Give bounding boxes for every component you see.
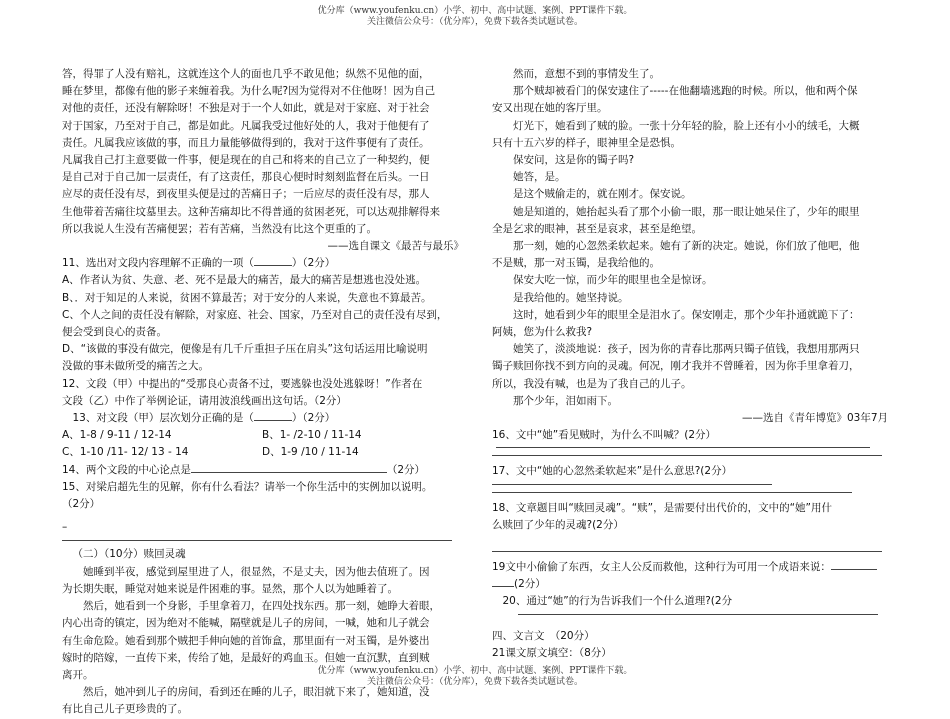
q11-stem: 11、选出对文段内容理解不正确的一项（ xyxy=(62,257,254,270)
q17-stem: 17、文中“她的心忽然柔软起来”是什么意思?(2分） xyxy=(492,465,733,478)
text-line: 她睡到半夜，感觉到屋里进了人，很显然，不是丈夫，因为他去值班了。因 xyxy=(83,565,430,578)
text-line: 是自己对于自己加一层责任，有了这责任，那良心便时时刻刻监督在后头。一日 xyxy=(62,171,430,184)
watermark-bottom xyxy=(0,666,950,688)
question-15 xyxy=(62,479,464,513)
q13-option-c[interactable]: C、1-10 /11- 12/ 13 - 14 xyxy=(62,446,189,459)
text-line: 那个贼却被看门的保安逮住了-----在他翻墙逃跑的时候。所以，他和两个保 xyxy=(513,85,858,98)
watermark-line: 优分库（www.youfenku.cn）小学、初中、高中试题、案例、PPT课件下载。 xyxy=(317,6,633,16)
part2-title: （二）（10分）赎回灵魂 xyxy=(72,548,186,561)
section-divider xyxy=(62,540,452,541)
text-line: 安又出现在她的客厅里。 xyxy=(492,102,608,115)
q13-stem: 13、对文段（甲）层次划分正确的是（ xyxy=(72,412,254,425)
q18-line: 18、文章题目叫“赎回灵魂”。“赎”，是需要付出代价的，文中的“她”用什 xyxy=(492,501,832,514)
watermark-top xyxy=(0,6,950,28)
q11-option-a[interactable]: A、作者认为贫、失意、老、死不是最大的痛苦，最大的痛苦是想逃也没处逃。 xyxy=(62,274,427,287)
text-line: 灯光下，她看到了贼的脸。一张十分年轻的脸，脸上还有小小的绒毛，大概 xyxy=(513,119,860,132)
text-line: 所以我说人生没有苦痛便罢；若有苦痛，当然没有比这个更重的了。 xyxy=(62,222,377,235)
question-18 xyxy=(492,500,888,552)
text-line: 这时，她看到少年的眼里全是泪水了。保安刚走，那个少年扑通就跪下了： xyxy=(513,308,860,321)
q14-answer-blank[interactable] xyxy=(191,462,387,473)
passage-b-continued xyxy=(492,66,888,410)
question-20 xyxy=(492,593,888,614)
part4-title: 四、文言文 （20分） xyxy=(492,629,595,642)
q13-points: ）（2分） xyxy=(291,412,336,425)
q19-points: (2分） xyxy=(514,578,546,591)
text-line: 对于国家，乃至对于自己，都是如此。凡属我受过他好处的人，我对于他便有了 xyxy=(62,119,430,132)
passage-b xyxy=(62,564,464,719)
q11-option-c-cont: 便会受到良心的责备。 xyxy=(62,326,167,339)
q11-option-b[interactable]: B、．对于知足的人来说，贫困不算最苦；对于安分的人来说，失意也不算最苦。 xyxy=(62,291,432,304)
text-line: 有生命危险。她看到那个贼把手伸向她的首饰盒，那里面有一对玉镯，是外婆出 xyxy=(62,634,430,647)
text-line: 有比自己儿子更珍贵的了。 xyxy=(62,703,188,716)
q18-line: 么赎回了少年的灵魂?(2分） xyxy=(492,518,624,531)
q21-stem: 21课文原文填空：（8分） xyxy=(492,646,612,659)
text-line: 离开。 xyxy=(62,668,94,681)
q15-line: （2分） xyxy=(62,498,101,511)
text-line: 那一刻，她的心忽然柔软起来。她有了新的决定。她说，你们放了他吧，他 xyxy=(513,240,860,253)
text-line: 不是贼，那一对玉镯，是我给他的。 xyxy=(492,257,660,270)
q14-points: （2分） xyxy=(386,463,426,476)
q17-answer-line[interactable] xyxy=(492,484,772,485)
q11-option-c[interactable]: C、个人之间的责任没有解除，对家庭、社会、国家，乃至对自己的责任没有尽到， xyxy=(62,308,448,321)
text-line: 她答，是。 xyxy=(513,171,566,184)
question-19 xyxy=(492,559,888,593)
text-line: 她笑了，淡淡地说：孩子，因为你的青春比那两只镯子值钱，我想用那两只 xyxy=(513,343,860,356)
watermark-line: 关注微信公众号：（优分库），免费下载各类试题试卷。 xyxy=(366,17,583,27)
q19-answer-blank[interactable] xyxy=(831,559,877,570)
source-citation-b: ——选自《青年博览》03年7月 xyxy=(741,412,888,425)
text-line: 睡在梦里，都像有他的影子来缠着我。为什么呢?因为觉得对不住他呀！因为自己 xyxy=(62,85,436,98)
question-14 xyxy=(62,462,464,479)
text-line: 然而，意想不到的事情发生了。 xyxy=(513,68,660,80)
q11-option-d[interactable]: D、“该做的事没有做完，便像是有几千斤重担子压在肩头”这句话运用比喻说明 xyxy=(62,343,428,356)
text-line: 那个少年，泪如雨下。 xyxy=(513,394,618,407)
q13-option-a[interactable]: A、1-8 / 9-11 / 12-14 xyxy=(62,429,172,442)
text-line: 嫁时的陪嫁，一直传下来，传给了她，是最好的鸡血玉。但她一直沉默，直到贼 xyxy=(62,651,430,664)
text-line: 应尽的责任没有尽，到夜里头便是过的苦痛日子；一后应尽的责任没有尽，那人 xyxy=(62,188,430,201)
q16-answer-line[interactable] xyxy=(496,447,870,448)
text-line: 只有十五六岁的样子，眼神里全是恐惧。 xyxy=(492,136,681,149)
watermark-line: 关注微信公众号：（优分库），免费下载各类试题试卷。 xyxy=(366,677,583,687)
question-13 xyxy=(62,410,464,462)
question-17 xyxy=(492,463,888,492)
text-line: 是这个贼偷走的，就在刚才。保安说。 xyxy=(513,188,692,201)
dash-mark: – xyxy=(62,521,68,534)
text-line: 全是乞求的眼神，甚至是哀求，甚至是绝望。 xyxy=(492,222,702,235)
text-line: 阿姨，您为什么救我? xyxy=(492,326,593,339)
question-12 xyxy=(62,376,464,410)
text-line: 所以，我没有喊，也是为了我自己的儿子。 xyxy=(492,377,692,390)
text-line: 保安问，这是你的镯子吗? xyxy=(513,154,635,167)
q13-option-b[interactable]: B、1- /2-10 / 11-14 xyxy=(262,429,362,442)
watermark-line: 优分库（www.youfenku.cn）小学、初中、高中试题、案例、PPT课件下载。 xyxy=(317,666,633,676)
q12-line: 12、文段（甲）中提出的“受那良心责备不过，要逃躲也没处逃躲呀！”作者在 xyxy=(62,377,423,390)
q17-answer-line[interactable] xyxy=(492,492,852,493)
text-line: 凡属我自己打主意要做一件事，便是现在的自己和将来的自己立了一种契约，便 xyxy=(62,154,430,167)
left-column xyxy=(62,66,464,719)
q12-line: 文段（乙）中作了举例论证，请用波浪线画出这句话。（2分） xyxy=(62,394,347,407)
right-column xyxy=(492,66,888,662)
q11-points: ）（2分） xyxy=(291,257,336,270)
question-16 xyxy=(492,427,888,456)
q13-answer-blank[interactable] xyxy=(254,410,292,421)
q14-stem: 14、两个文段的中心论点是 xyxy=(62,463,191,476)
q18-answer-line[interactable] xyxy=(492,551,882,552)
text-line: 然后，她冲到儿子的房间，看到还在睡的儿子，眼泪就下来了，她知道，没 xyxy=(83,686,430,699)
q19-stem: 19文中小偷偷了东西，女主人公反而救他，这种行为可用一个成语来说： xyxy=(492,561,831,574)
q11-answer-blank[interactable] xyxy=(254,255,292,266)
q16-stem: 16、文中“她”看见贼时，为什么不叫喊？(2分） xyxy=(492,429,717,442)
passage-a xyxy=(62,66,464,238)
text-line: 责任。凡属我应该做的事，而且力量能够做得到的，我对于这件事便有了责任。 xyxy=(62,136,430,149)
source-citation-a: ——选自课文《最苦与最乐》 xyxy=(327,240,464,253)
q20-stem: 20、通过“她”的行为告诉我们一个什么道理?(2分 xyxy=(502,595,733,608)
text-line: 内心出奇的镇定，因为绝对不能喊，隔壁就是儿子的房间，一喊，她和儿子就会 xyxy=(62,617,430,630)
q11-option-d-cont: 没做的事未做所受的痛苦之大。 xyxy=(62,360,209,373)
text-line: 镯子赎回你找不到方向的灵魂。何况，刚才我并不曾睡着，因为你手里拿着刀， xyxy=(492,360,860,373)
q15-line: 15、对梁启超先生的见解，你有什么看法？请举一个你生活中的实例加以说明。 xyxy=(62,480,433,493)
text-line: 是我给他的。她坚持说。 xyxy=(513,291,629,304)
text-line: 她是知道的，她抬起头看了那个小偷一眼，那一眼让她呆住了，少年的眼里 xyxy=(513,205,860,218)
text-line: 生他带着苦痛往坟墓里去。这种苦痛却比不得普通的贫困老死，可以达观排解得来 xyxy=(62,205,440,218)
question-11 xyxy=(62,255,464,375)
text-line: 答，得罪了人没有赔礼，这就连这个人的面也几乎不敢见他；纵然不见他的面， xyxy=(62,68,430,80)
text-line: 然后，她看到一个身影，手里拿着刀，在四处找东西。那一刻，她睁大着眼， xyxy=(83,600,440,613)
q13-option-d[interactable]: D、1-9 /10 / 11-14 xyxy=(262,446,359,459)
text-line: 保安大吃一惊，而少年的眼里也全是惊讶。 xyxy=(513,274,713,287)
q19-answer-blank-cont[interactable] xyxy=(492,576,514,587)
text-line: 为长期失眠，睡觉对她来说是件困难的事。显然，那个人以为她睡着了。 xyxy=(62,582,398,595)
q20-answer-line[interactable] xyxy=(518,614,878,615)
q16-answer-line[interactable] xyxy=(492,455,882,456)
text-line: 对他的责任，还没有解除呀！不独是对于一个人如此，就是对于家庭、对于社会 xyxy=(62,102,430,115)
